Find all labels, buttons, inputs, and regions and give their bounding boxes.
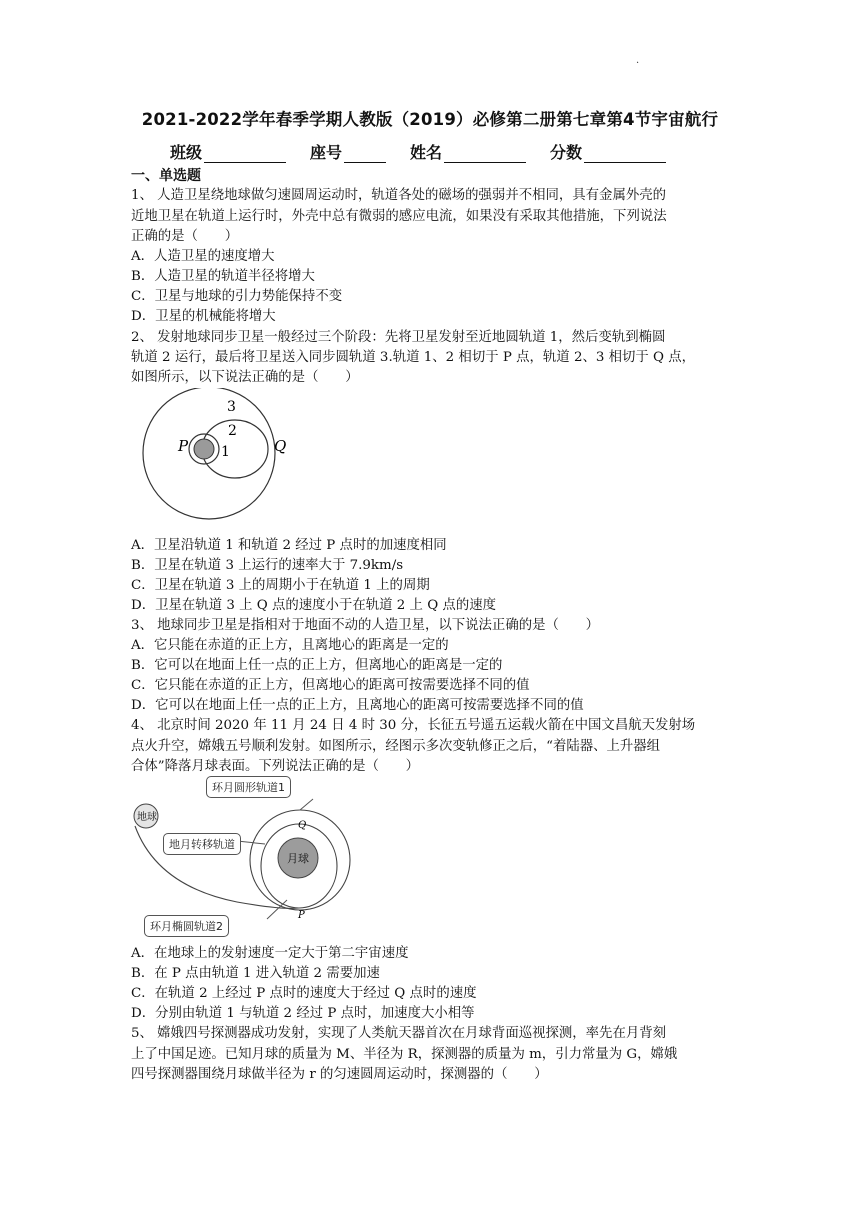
class-field [170,140,286,163]
name-blank[interactable] [444,144,526,163]
q4-stem-line-3: 合体”降落月球表面。下列说法正确的是（ ） [131,759,420,774]
orbit-2-label: 2 [228,423,237,439]
score-label: 分数 [550,143,583,162]
orbit-1-label: 1 [221,444,230,460]
name-field [410,140,526,163]
orbit-3-label: 3 [227,399,236,415]
q4-option-b: B．在 P 点由轨道 1 进入轨道 2 需要加速 [131,966,380,981]
q1-option-c: C．卫星与地球的引力势能保持不变 [131,289,343,304]
q2-option-a: A．卫星沿轨道 1 和轨道 2 经过 P 点时的加速度相同 [131,538,447,553]
q4-option-c: C．在轨道 2 上经过 P 点时的速度大于经过 Q 点时的速度 [131,986,477,1001]
point-p-label: P [298,910,305,921]
q3-option-c: C．它只能在赤道的正上方，但离地心的距离可按需要选择不同的值 [131,678,530,693]
document-title: 2021-2022学年春季学期人教版（2019）必修第二册第七章第4节宇宙航行 [141,110,719,129]
score-field [550,140,666,163]
q2-stem-line-2: 轨道 2 运行，最后将卫星送入同步圆轨道 3.轨道 1、2 相切于 P 点，轨道 2、3 相切于 Q 点， [131,350,696,365]
point-q-label: Q [298,820,307,831]
seat-field [310,140,386,163]
q1-stem-line-1: 1、 人造卫星绕地球做匀速圆周运动时，轨道各处的磁场的强弱并不相同，具有金属外壳的 [131,188,667,203]
q1-option-b: B．人造卫星的轨道半径将增大 [131,269,315,284]
q2-stem-line-1: 2、 发射地球同步卫星一般经过三个阶段：先将卫星发射至近地圆轨道 1，然后变轨到椭圆 [131,330,666,345]
moon-label: 月球 [287,852,309,865]
q2-option-b: B．卫星在轨道 3 上运行的速率大于 7.9km/s [131,558,404,573]
earth-label: 地球 [137,812,157,823]
name-label: 姓名 [410,143,443,162]
seat-blank[interactable] [344,144,386,163]
class-label: 班级 [170,143,203,162]
q3-stem: 3、 地球同步卫星是指相对于地面不动的人造卫星，以下说法正确的是（ ） [131,618,600,633]
q4-option-d: D．分别由轨道 1 与轨道 2 经过 P 点时，加速度大小相等 [131,1006,475,1021]
point-p-label: P [178,437,189,455]
earth-disc [194,439,214,459]
page-mark: · [636,58,640,69]
seat-label: 座号 [310,143,343,162]
q4-stem-line-2: 点火升空，嫦娥五号顺利发射。如图所示，经图示多次变轨修正之后，“着陆器、上升器组 [131,739,661,754]
class-blank[interactable] [204,144,286,163]
q3-option-a: A．它只能在赤道的正上方，且离地心的距离是一定的 [131,638,449,653]
q1-option-a: A．人造卫星的速度增大 [131,249,275,264]
q3-option-b: B．它可以在地面上任一点的正上方，但离地心的距离是一定的 [131,658,503,673]
transfer-orbit-callout: 地月转移轨道 [163,833,241,855]
q4-stem-line-1: 4、 北京时间 2020 年 11 月 24 日 4 时 30 分，长征五号遥五运载火箭在中国文昌航天发射场 [131,718,696,733]
q5-stem-line-2: 上了中国足迹。已知月球的质量为 M、半径为 R，探测器的质量为 m，引力常量为 G，嫦娥 [131,1047,678,1062]
q4-option-a: A．在地球上的发射速度一定大于第二宇宙速度 [131,946,409,961]
q1-stem-line-3: 正确的是（ ） [131,229,239,244]
circular-orbit-callout: 环月圆形轨道1 [206,776,291,798]
elliptical-orbit-callout: 环月椭圆轨道2 [144,915,229,937]
q5-stem-line-1: 5、 嫦娥四号探测器成功发射，实现了人类航天器首次在月球背面巡视探测，率先在月背刻 [131,1026,667,1041]
score-blank[interactable] [584,144,666,163]
q2-option-c: C．卫星在轨道 3 上的周期小于在轨道 1 上的周期 [131,578,430,593]
q5-stem-line-3: 四号探测器围绕月球做半径为 r 的匀速圆周运动时，探测器的（ ） [131,1067,548,1082]
q2-option-d: D．卫星在轨道 3 上 Q 点的速度小于在轨道 2 上 Q 点的速度 [131,598,496,613]
orbit-diagram [134,388,294,528]
section-heading: 一、单选题 [131,168,201,184]
q3-option-d: D．它可以在地面上任一点的正上方，且离地心的距离可按需要选择不同的值 [131,698,584,713]
callout-pointer-1 [300,799,313,810]
callout-pointer-2 [237,841,265,844]
q2-stem-line-3: 如图所示，以下说法正确的是（ ） [131,370,359,385]
point-q-label: Q [274,437,287,455]
callout-pointer-3 [267,900,287,919]
student-info-line [170,140,690,163]
q1-stem-line-2: 近地卫星在轨道上运行时，外壳中总有微弱的感应电流，如果没有采取其他措施，下列说法 [131,209,667,224]
q1-option-d: D．卫星的机械能将增大 [131,309,276,324]
